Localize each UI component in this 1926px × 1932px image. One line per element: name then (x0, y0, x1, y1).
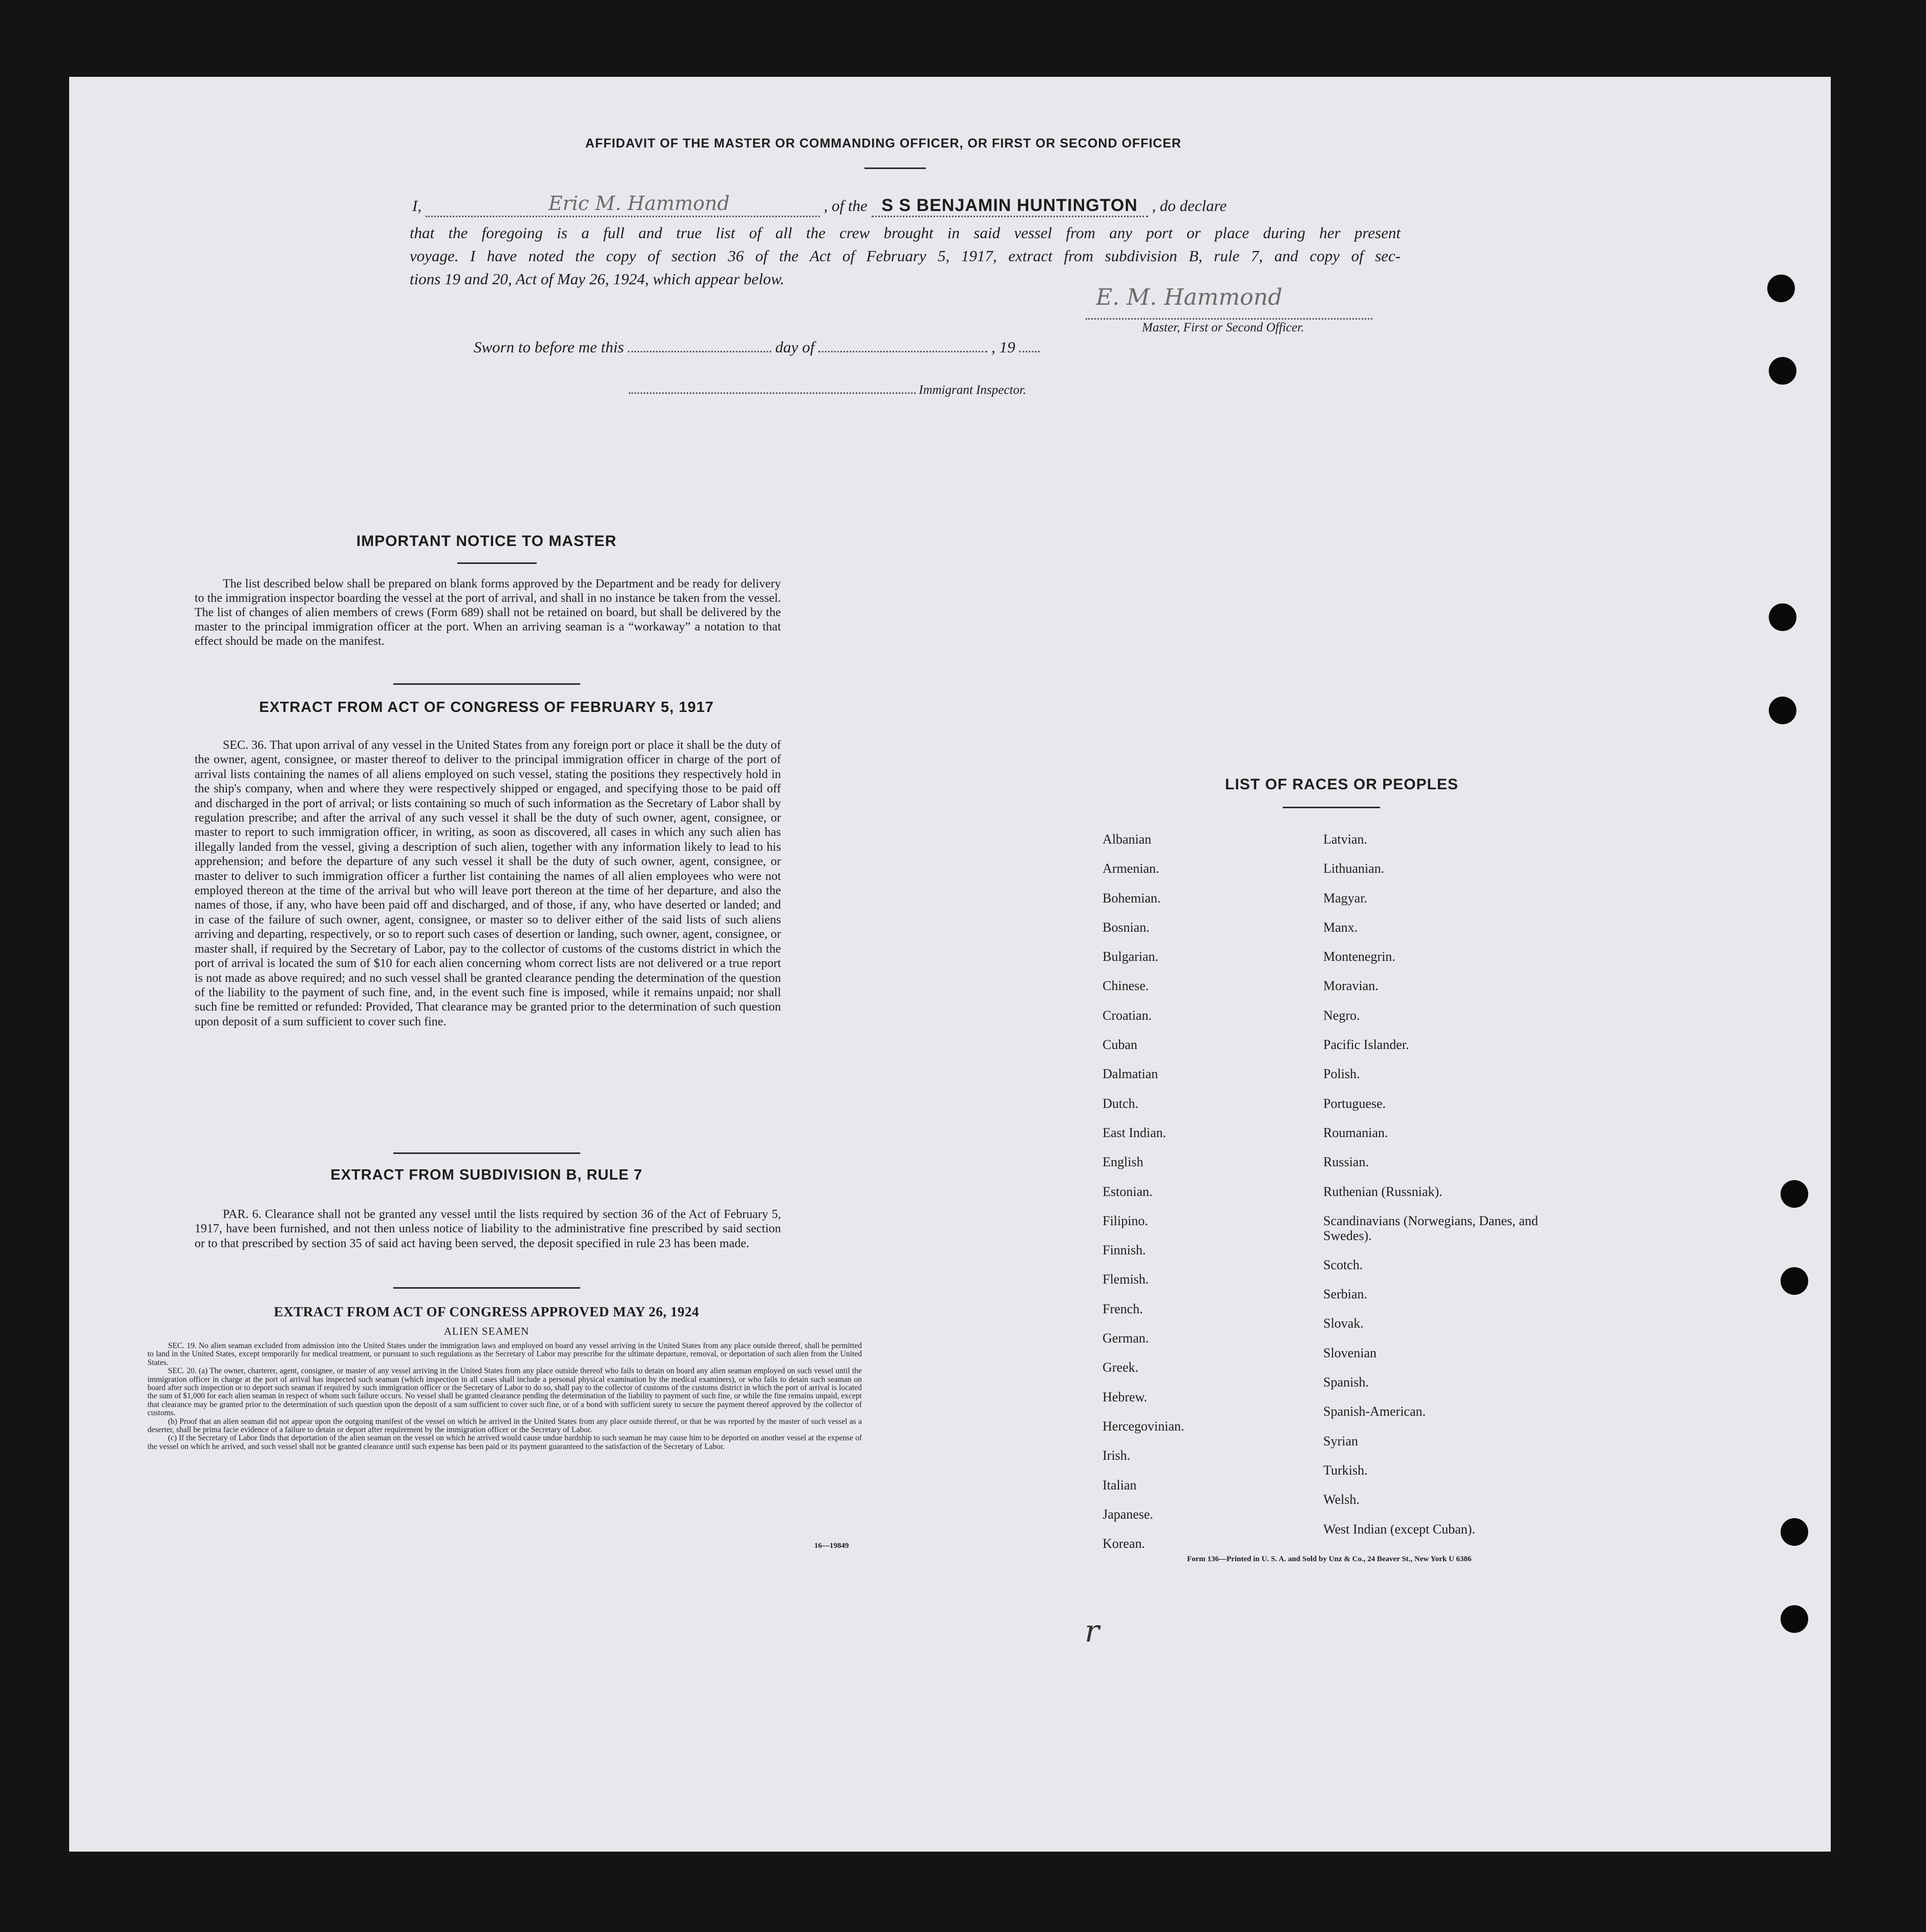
race-item: Cuban (1103, 1037, 1137, 1053)
race-item: Dalmatian (1103, 1066, 1158, 1082)
sworn-label: Sworn to before me this (474, 338, 624, 356)
race-item: Flemish. (1103, 1272, 1149, 1287)
race-item: Magyar. (1323, 890, 1367, 906)
sworn-day-field (628, 351, 771, 352)
race-item: Russian. (1323, 1154, 1369, 1170)
binder-hole (1781, 1180, 1808, 1208)
race-item: Irish. (1103, 1448, 1131, 1463)
extract-1924-body (147, 1342, 862, 1451)
race-item: Japanese. (1103, 1506, 1153, 1522)
master-signature-block (1086, 284, 1372, 334)
extract-1924-subtitle: ALIEN SEAMEN (443, 1325, 530, 1337)
officer-name-field (426, 192, 820, 217)
extract-rule7-body: PAR. 6. Clearance shall not be granted any vessel until the lists required by section 36 of the Act of February 5, 1917, have been furnished, and not then unless notice of liability to the administrative fine prescribed by said section or to that prescribed by section 35 of said act having been served, the deposit specified in rule 23 has been made. (195, 1208, 781, 1250)
race-item: Hercegovinian. (1103, 1418, 1184, 1434)
race-item: Polish. (1323, 1066, 1360, 1082)
race-item: Chinese. (1103, 978, 1149, 994)
binder-hole (1767, 275, 1795, 302)
sec-19: SEC. 19. No alien seaman excluded from admission into the United States under the immigration laws and employed on board any vessel arriving in the United States from any place outside thereof, shall be permitted to land in the United States, except temporarily for medical treatment, or pursuant to such regulations as the Secretary of Labor may prescribe for the ultimate departure, removal, or deportation of such alien from the United States. (147, 1341, 862, 1367)
i-label: I, (412, 197, 422, 215)
race-item: Syrian (1323, 1433, 1358, 1448)
affidavit-body (410, 221, 1401, 290)
of-the-label: , of the (823, 197, 867, 215)
divider (457, 562, 537, 564)
binder-hole (1769, 603, 1796, 631)
signature-line (1086, 318, 1372, 320)
master-signature: E. M. Hammond (1096, 284, 1283, 310)
race-item: Estonian. (1103, 1184, 1153, 1199)
race-item: Pacific Islander. (1323, 1037, 1409, 1053)
race-item: Spanish. (1323, 1375, 1369, 1390)
form-note: Form 136—Printed in U. S. A. and Sold by Unz & Co., 24 Beaver St., New York U 6386 (1187, 1555, 1472, 1563)
divider (1283, 807, 1380, 808)
sworn-line (474, 338, 1040, 356)
race-item: Serbian. (1323, 1287, 1367, 1302)
race-item: English (1103, 1154, 1144, 1170)
race-item: Negro. (1323, 1007, 1360, 1023)
affidavit-declaration-line (412, 192, 1401, 217)
signature-caption: Master, First or Second Officer. (1142, 321, 1304, 334)
race-item: Bosnian. (1103, 919, 1150, 935)
divider (393, 1152, 580, 1154)
extract-1924-title: EXTRACT FROM ACT OF CONGRESS APPROVED MAY 26, 1924 (273, 1304, 700, 1319)
race-item: French. (1103, 1301, 1143, 1316)
race-item: Filipino. (1103, 1213, 1148, 1228)
race-item: German. (1103, 1331, 1149, 1346)
sec-20b: (b) Proof that an alien seaman did not appear upon the outgoing manifest of the vessel on which he arrived in the United States from any place outside thereof, or that he was reported by the master of such vessel as a deserter, shall be prima facie evidence of a failure to detain or deport after requirement by the immigration officer or the Secretary of Labor. (147, 1417, 862, 1435)
sec-20a: SEC. 20. (a) The owner, charterer, agent, consignee, or master of any vessel arriving in the United States from any place outside thereof who fails to detain on board any alien seaman employed on such vessel until the immigration officer in charge at the port of arrival has inspected such seaman (which inspection in all cases shall include a personal physical examination by the medical examiners), or who fails to detain such seaman on board after such inspection or to deport such seaman if required by such immigration officer or the Secretary of Labor to do so, shall pay to the collector of customs of the customs district in which the port of arrival is located the sum of $1,000 for each alien seaman in respect of whom such failure occurs. No vessel shall be granted clearance pending the determination of the liability to payment of such fine, or while the fine remains unpaid, except that clearance may be granted prior to the determination of such question upon the deposit of a sum sufficient to cover such fine, or of a bond with sufficient surety to secure the payment thereof approved by the collector of customs. (147, 1367, 862, 1418)
extract-rule7-title: EXTRACT FROM SUBDIVISION B, RULE 7 (330, 1167, 643, 1183)
divider (393, 683, 580, 685)
binder-hole (1781, 1605, 1808, 1633)
pencil-mark: r (1085, 1613, 1099, 1649)
races-left-column (1103, 825, 1184, 1558)
do-declare-label: , do declare (1152, 197, 1227, 215)
race-item: Finnish. (1103, 1243, 1146, 1258)
affidavit-body-line: tions 19 and 20, Act of May 26, 1924, which appear below. (410, 270, 785, 288)
race-item: Manx. (1323, 919, 1358, 935)
race-item: Croatian. (1103, 1007, 1152, 1023)
binder-hole (1769, 697, 1796, 724)
race-item: Ruthenian (Russniak). (1323, 1184, 1443, 1199)
race-item: Portuguese. (1323, 1096, 1386, 1111)
binder-hole (1769, 357, 1796, 385)
race-item: Turkish. (1323, 1462, 1368, 1478)
race-item: Spanish-American. (1323, 1404, 1426, 1419)
divider (864, 167, 926, 169)
race-item: Italian (1103, 1477, 1137, 1493)
race-item: Scotch. (1323, 1257, 1363, 1272)
race-item: Hebrew. (1103, 1389, 1148, 1404)
race-item: Bohemian. (1103, 890, 1161, 906)
affidavit-title: AFFIDAVIT OF THE MASTER OR COMMANDING OFFICER, OR FIRST OR SECOND OFFICER (585, 136, 1182, 151)
extract-1917-body: SEC. 36. That upon arrival of any vessel in the United States from any foreign port or place it shall be the duty of the owner, agent, consignee, or master thereof to deliver to the principal immigration officer in charge of the port of arrival lists containing the names of all aliens employed on such vessel, stating the positions they respectively hold in the ship's company, when and where they were respectively shipped or engaged, and specifying those to be paid off and discharged in the port of arrival; or lists containing so much of such information as the Secretary of Labor shall by regulation prescribe; and after the arrival of any such vessel it shall be the duty of such owner, agent, consignee, or master to report to such immigration officer, in writing, as soon as discovered, all cases in which any such alien has illegally landed from the vessel, giving a description of such alien, together with any information likely to lead to his apprehension; and before the departure of any such vessel it shall be the duty of such owner, agent, consignee, or master to deliver to such immigration officer a further list containing the names of all alien employees who were not employed thereon at the time of the arrival but who will leave port thereon at the time of her departure, and also the names of those, if any, who have been paid off and discharged, and of those, if any, who have deserted or landed; and in case of the failure of such owner, agent, consignee, or master so to deliver either of the said lists of such aliens arriving and departing, respectively, or so to report such cases of desertion or landing, such owner, agent, consignee, or master shall, if required by the Secretary of Labor, pay to the collector of customs of the customs district in which the port of arrival is located the sum of $10 for each alien concerning whom correct lists are not delivered or a true report is not made as above required; and no such vessel shall be granted clearance pending the determination of the question of the liability to the payment of such fine, and, in the event such fine is imposed, while it remains unpaid; nor shall such fine be remitted or refunded: Provided, That clearance may be granted prior to the determination of such question upon deposit of a sum sufficient to cover such fine. (195, 739, 781, 1028)
sworn-year-field (1019, 351, 1040, 352)
races-right-column (1323, 825, 1538, 1544)
day-of-label: day of (775, 338, 815, 356)
binder-hole (1781, 1267, 1808, 1295)
divider (393, 1287, 580, 1289)
vessel-name-field (872, 196, 1148, 217)
notice-title: IMPORTANT NOTICE TO MASTER (356, 533, 617, 550)
race-item: Scandinavians (Norwegians, Danes, and Swedes). (1323, 1213, 1538, 1243)
affidavit-body-line: voyage. I have noted the copy of section 36 of the Act of February 5, 1917, extract from subdivision B, rule 7, and copy of sec- (410, 247, 1401, 265)
race-item: West Indian (except Cuban). (1323, 1521, 1475, 1537)
race-item: Welsh. (1323, 1492, 1360, 1507)
race-item: Roumanian. (1323, 1125, 1388, 1140)
inspector-caption: Immigrant Inspector. (919, 383, 1026, 397)
year-label: , 19 (991, 338, 1015, 356)
binder-hole (1781, 1518, 1808, 1546)
sec-20c: (c) If the Secretary of Labor finds that deportation of the alien seaman on the vessel on which he arrived would cause undue hardship to such seaman he may cause him to be deported on another vessel at the expense of the vessel on which he arrived, and such vessel shall not be granted clearance until such expense has been paid or its payment guaranteed to the satisfaction of the Secretary of Labor. (147, 1434, 862, 1451)
race-item: Bulgarian. (1103, 949, 1159, 964)
race-item: Greek. (1103, 1360, 1139, 1375)
race-item: East Indian. (1103, 1125, 1167, 1140)
race-item: Albanian (1103, 832, 1152, 847)
race-item: Slovenian (1323, 1345, 1377, 1360)
race-item: Montenegrin. (1323, 949, 1395, 964)
officer-signature: Eric M. Hammond (548, 192, 730, 215)
race-item: Lithuanian. (1323, 861, 1385, 876)
race-item: Slovak. (1323, 1316, 1364, 1331)
inspector-line (629, 383, 1026, 397)
race-item: Korean. (1103, 1536, 1146, 1551)
affidavit-body-line: that the foregoing is a full and true list of all the crew brought in said vessel from any port or place during her present (410, 224, 1401, 242)
extract-1917-title: EXTRACT FROM ACT OF CONGRESS OF FEBRUARY 5, 1917 (259, 699, 714, 716)
race-item: Dutch. (1103, 1096, 1139, 1111)
races-title: LIST OF RACES OR PEOPLES (1225, 776, 1458, 793)
race-item: Latvian. (1323, 832, 1367, 847)
race-item: Armenian. (1103, 861, 1159, 876)
race-item: Moravian. (1323, 978, 1379, 994)
print-code: 16—19849 (814, 1542, 849, 1550)
sworn-month-field (818, 351, 987, 352)
vessel-name: S S BENJAMIN HUNTINGTON (881, 196, 1138, 215)
inspector-signature-field (629, 392, 916, 394)
notice-body: The list described below shall be prepared on blank forms approved by the Department and be ready for delivery to the immigration inspector boarding the vessel at the port of arrival, and shall in no instance be taken from the vessel. The list of changes of alien members of crews (Form 689) shall not be retained on board, but shall be delivered by the master to the principal immigration officer at the port. When an arriving seaman is a “workaway” a notation to that effect should be made on the manifest. (195, 577, 781, 648)
